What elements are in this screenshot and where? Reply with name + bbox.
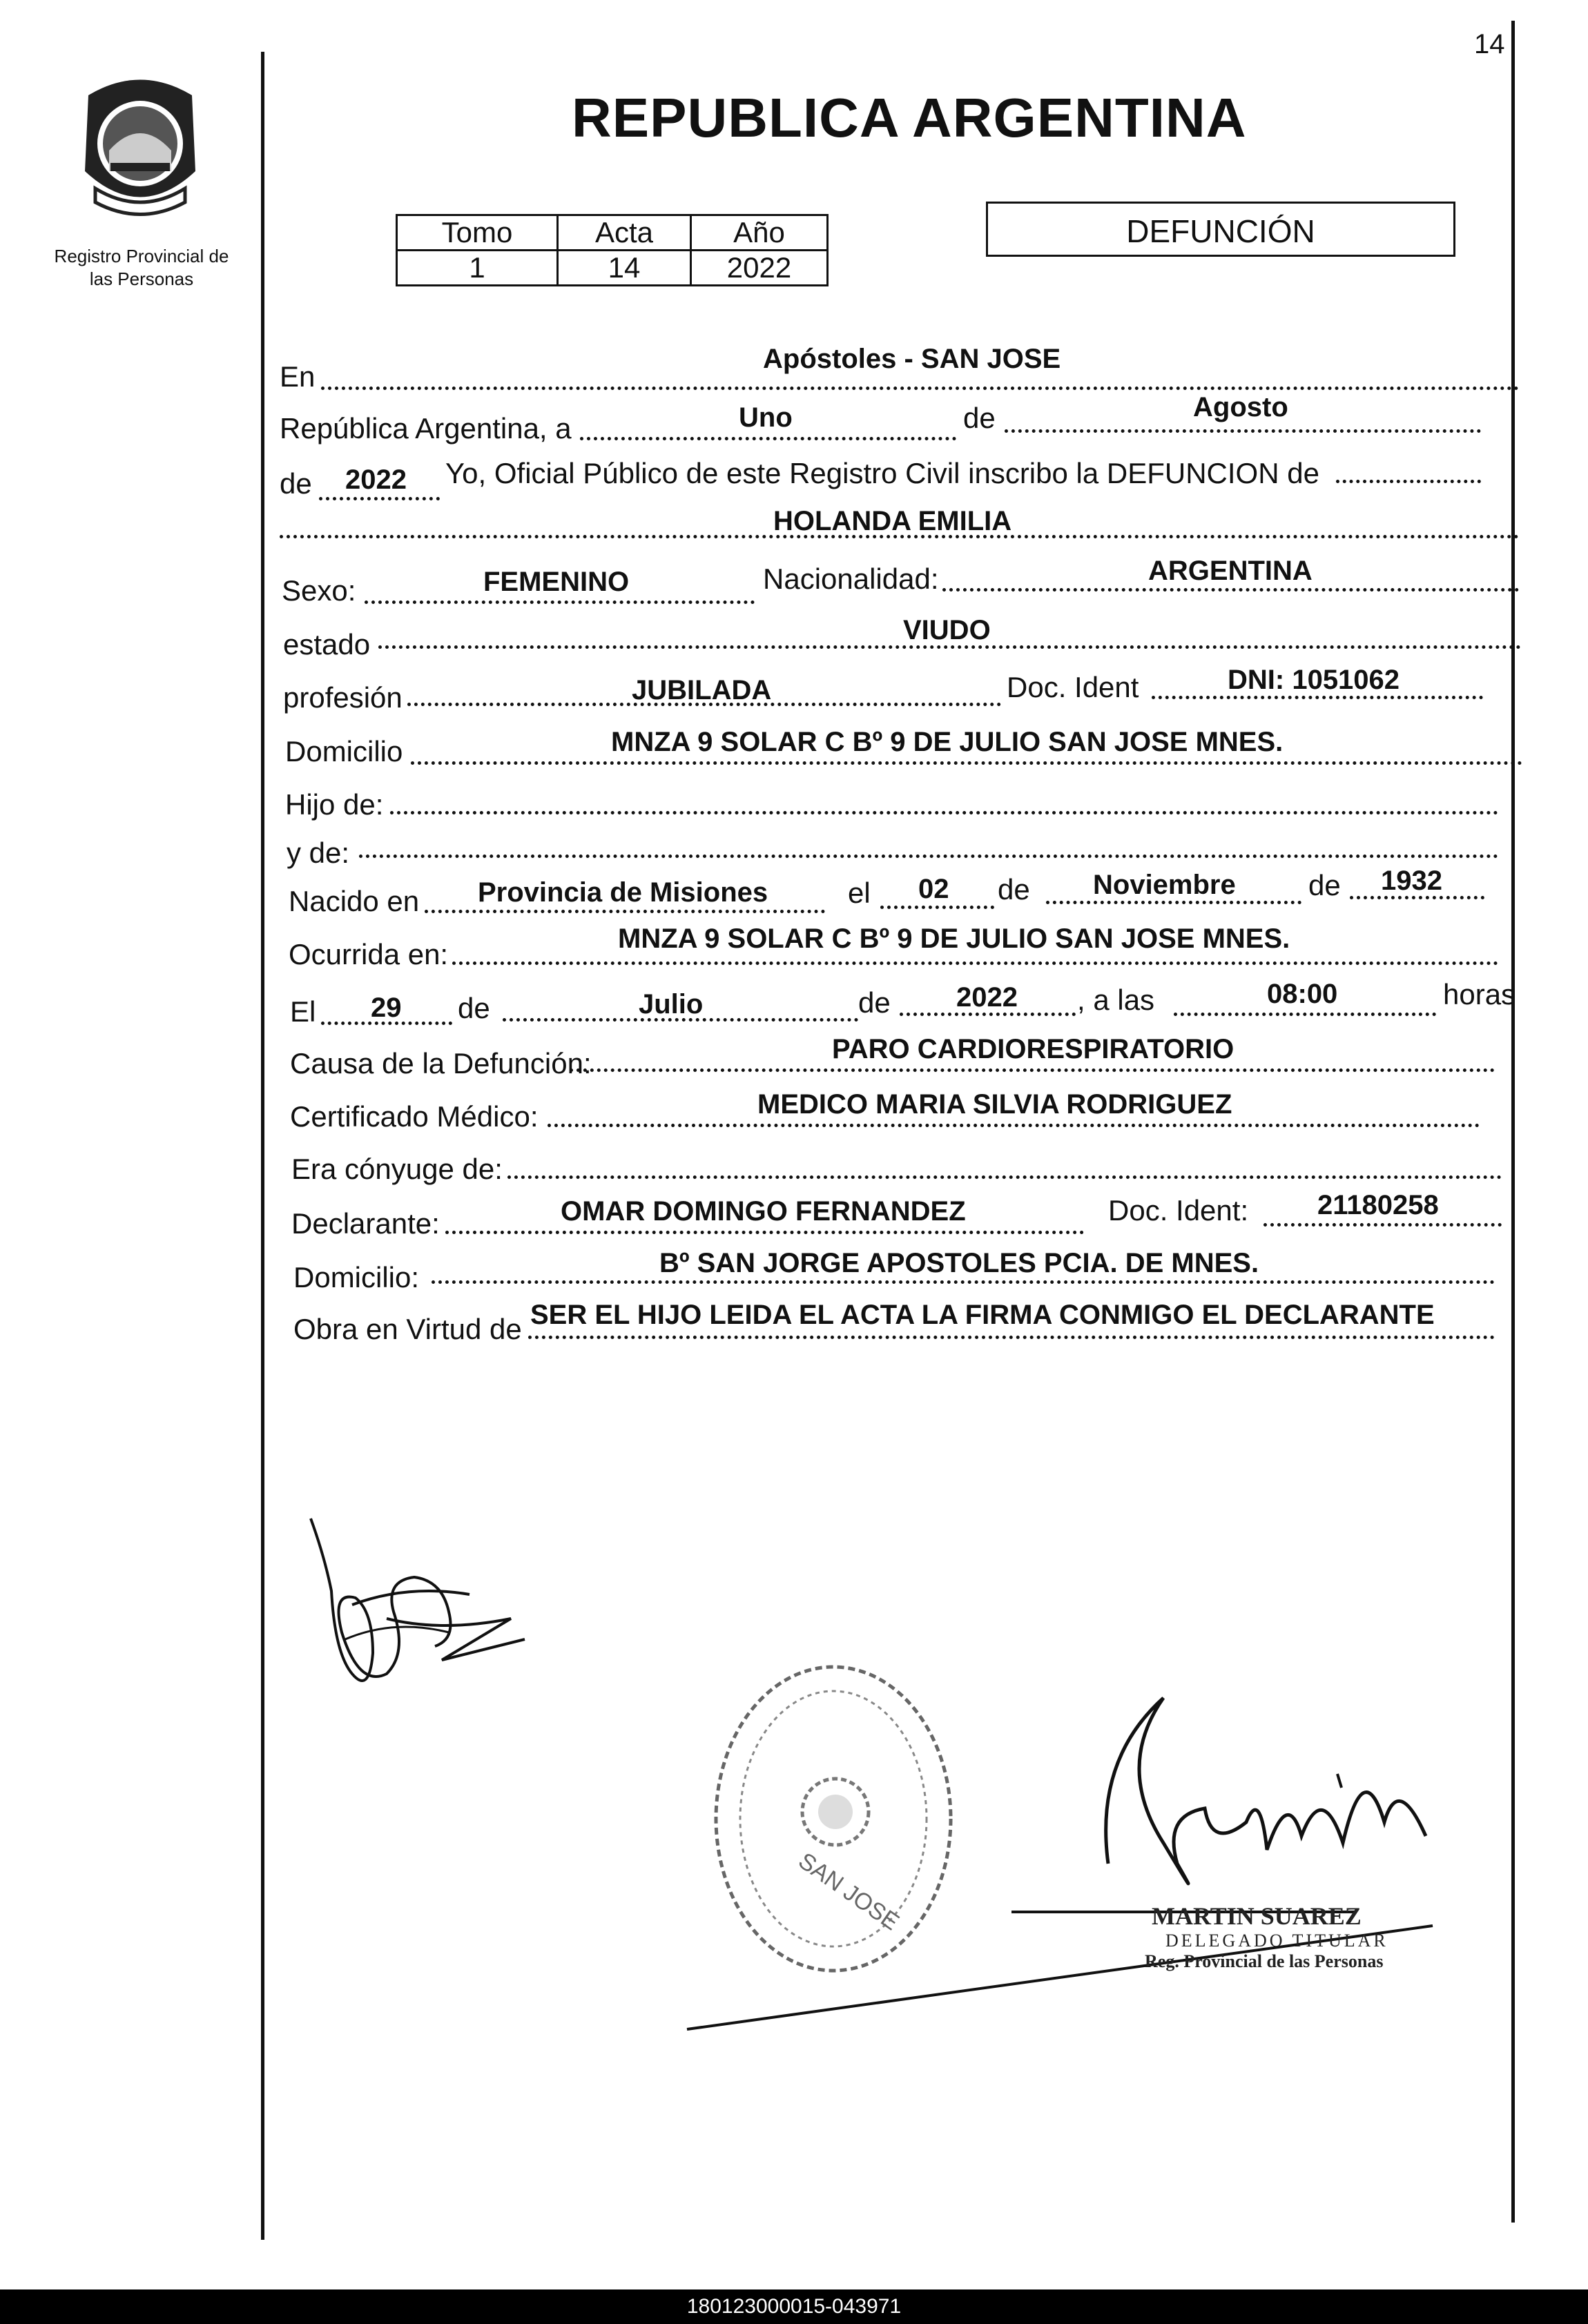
label-conyuge: Era cónyuge de: [291,1153,503,1185]
doc-type-label: DEFUNCIÓN [1126,213,1315,249]
dots-domicilio [411,761,1522,765]
label-de-def-mes: de [458,992,490,1024]
value-sexo: FEMENINO [483,567,630,597]
footer-barcode-text: 180123000015-043971 [686,2295,902,2318]
left-margin-line [261,52,264,2240]
logo-caption-line1: Registro Provincial de [54,246,229,266]
dots-ocurrida-en [452,961,1498,965]
dots-sexo [365,600,755,604]
label-domicilio2: Domicilio: [293,1261,420,1293]
label-horas: horas [1443,978,1516,1010]
value-obra: SER EL HIJO LEIDA EL ACTA LA FIRMA CONMIGO EL DECLARANTE [530,1300,1435,1330]
value-certificado: MEDICO MARIA SILVIA RODRIGUEZ [757,1089,1232,1120]
label-sexo: Sexo: [282,574,356,607]
label-de-def-anio: de [858,986,891,1019]
dots-nac-mes [1046,901,1301,904]
anio-value: 2022 [691,251,828,286]
label-hijo-de: Hijo de: [285,788,384,821]
label-el: el [848,877,871,909]
footer-bar [0,2289,1588,2324]
label-nacionalidad: Nacionalidad: [763,563,939,595]
tomo-value: 1 [397,251,558,286]
acta-value: 14 [558,251,691,286]
value-nac-dia: 02 [918,874,949,904]
label-de-anio: de [280,467,312,500]
logo-caption [38,245,245,290]
anio-header: Año [691,215,828,251]
right-margin-line [1511,21,1515,2223]
official-signature [680,1684,1446,2040]
page-number: 14 [1474,29,1505,59]
official-title: DELEGADO TITULAR [1165,1931,1388,1951]
value-nombre: HOLANDA EMILIA [773,506,1012,536]
dots-conyuge [507,1175,1502,1179]
value-nacionalidad: ARGENTINA [1148,556,1313,586]
declarant-signature [304,1515,532,1719]
label-y-de: y de: [287,837,350,869]
dots-declarante [445,1231,1084,1234]
label-a-las: , a las [1077,984,1155,1016]
value-lugar: Apóstoles - SAN JOSE [763,344,1061,374]
value-def-mes: Julio [639,989,704,1019]
dots-nac-dia [880,906,994,909]
value-domicilio: MNZA 9 SOLAR C Bº 9 DE JULIO SAN JOSE MNES. [611,727,1284,757]
label-declarante: Declarante: [291,1207,440,1240]
doc-type-box [986,202,1455,257]
value-ocurrida-en: MNZA 9 SOLAR C Bº 9 DE JULIO SAN JOSE MNES. [618,924,1290,954]
dots-nacionalidad [942,588,1519,592]
value-def-anio: 2022 [956,982,1018,1013]
value-nacido-en: Provincia de Misiones [478,877,768,908]
dots-nacido-en [425,910,825,913]
value-hora: 08:00 [1267,979,1338,1009]
value-declarante-domicilio: Bº SAN JORGE APOSTOLES PCIA. DE MNES. [659,1248,1259,1278]
dots-y-de [359,855,1498,858]
dots-hijo-de [390,811,1498,814]
value-profesion: JUBILADA [632,675,772,705]
dots-causa [570,1068,1495,1072]
value-def-dia: 29 [371,993,402,1023]
label-republica: República Argentina, a [280,412,572,445]
dots-declarante-doc [1263,1223,1502,1227]
label-de-nac-anio: de [1308,869,1341,901]
official-office: Reg. Provincial de las Personas [1145,1951,1384,1971]
label-el2: El [290,995,316,1028]
dots-obra [528,1336,1495,1339]
tomo-header: Tomo [397,215,558,251]
label-doc-ident: Doc. Ident [1007,671,1139,703]
value-declarante-doc: 21180258 [1317,1190,1439,1220]
seal-text: SAN JOSE [793,1847,904,1936]
label-en: En [280,360,316,393]
logo-caption-line2: las Personas [89,268,194,289]
value-dni: DNI: 1051062 [1228,665,1400,695]
register-table [396,214,829,286]
dots-domicilio2 [432,1280,1495,1284]
dots-estado [378,645,1521,649]
label-domicilio: Domicilio [285,735,403,768]
value-mes: Agosto [1193,392,1288,422]
dots-dni [1152,696,1483,699]
value-declarante: OMAR DOMINGO FERNANDEZ [561,1196,966,1227]
label-profesion: profesión [283,681,403,714]
dots-anio [319,497,440,500]
dots-mes [1005,429,1481,433]
value-causa: PARO CARDIORESPIRATORIO [832,1034,1234,1064]
label-obra: Obra en Virtud de [293,1313,522,1345]
dots-en [321,387,1519,390]
dots-hora [1174,1013,1436,1016]
dots-yo [1336,480,1481,483]
acta-header: Acta [558,215,691,251]
dots-nac-anio [1350,896,1484,899]
page-title: REPUBLICA ARGENTINA [572,87,1247,148]
value-nac-anio: 1932 [1381,866,1442,896]
label-de-mes: de [963,402,996,434]
label-yo: Yo, Oficial Público de este Registro Civil inscribo la DEFUNCION de [445,457,1319,489]
value-nac-mes: Noviembre [1093,870,1236,900]
label-doc-ident2: Doc. Ident: [1108,1194,1249,1227]
label-causa: Causa de la Defunción: [290,1047,592,1080]
dots-certificado [548,1124,1480,1127]
label-de-nac-mes: de [998,873,1030,906]
label-estado: estado [283,628,371,661]
label-certificado: Certificado Médico: [290,1100,539,1133]
label-nacido-en: Nacido en [289,885,420,917]
value-anio: 2022 [345,465,407,495]
value-estado: VIUDO [903,615,991,645]
label-ocurrida-en: Ocurrida en: [289,938,449,970]
dots-def-anio [900,1013,1076,1016]
misiones-emblem [68,68,213,219]
official-name: MARTIN SUAREZ [1152,1902,1362,1930]
dots-dia [580,437,956,440]
value-dia: Uno [739,402,793,433]
official-stamp [1145,1902,1388,1972]
